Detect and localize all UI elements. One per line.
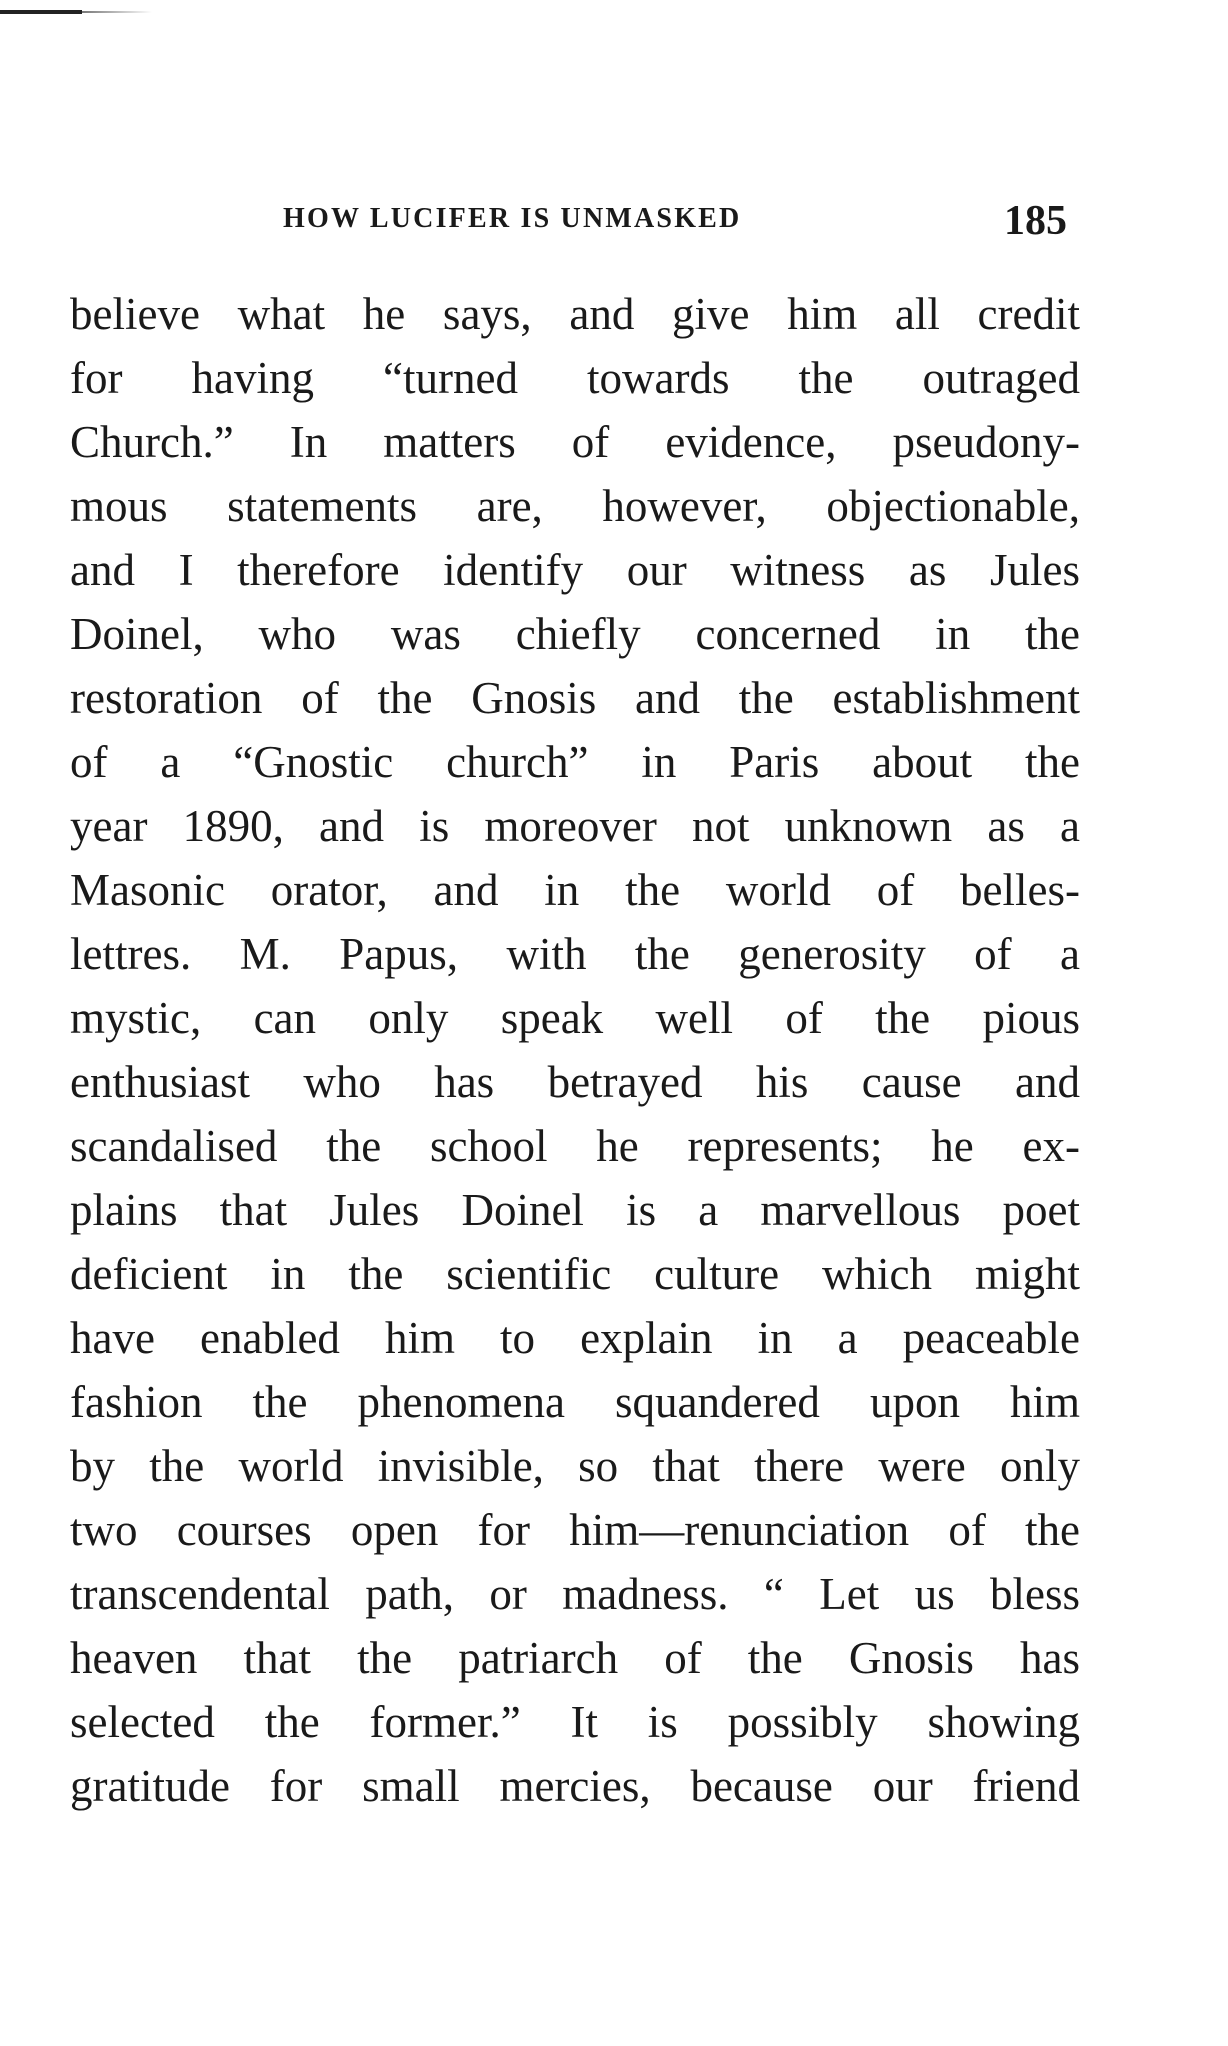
text-line: selected the former.” It is possibly showing <box>70 1697 1080 1747</box>
text-line: heaven that the patriarch of the Gnosis has <box>70 1633 1080 1683</box>
text-line: Church.” In matters of evidence, pseudony- <box>70 417 1080 467</box>
text-line: have enabled him to explain in a peaceable <box>70 1313 1080 1363</box>
text-line: for having “turned towards the outraged <box>70 353 1080 403</box>
text-line: plains that Jules Doinel is a marvellous poet <box>70 1185 1080 1235</box>
text-line: enthusiast who has betrayed his cause and <box>70 1057 1080 1107</box>
text-line: fashion the phenomena squandered upon him <box>70 1377 1080 1427</box>
text-line: of a “Gnostic church” in Paris about the <box>70 737 1080 787</box>
text-line: and I therefore identify our witness as Jules <box>70 545 1080 595</box>
text-line: Doinel, who was chiefly concerned in the <box>70 609 1080 659</box>
text-line: lettres. M. Papus, with the generosity of a <box>70 929 1080 979</box>
text-line: deficient in the scientific culture which might <box>70 1249 1080 1299</box>
body-text <box>70 282 1080 1818</box>
page-header <box>0 197 1228 247</box>
text-line: Masonic orator, and in the world of belles- <box>70 865 1080 915</box>
text-line: year 1890, and is moreover not unknown as a <box>70 801 1080 851</box>
page-number: 185 <box>1004 198 1067 244</box>
text-line: restoration of the Gnosis and the establishment <box>70 673 1080 723</box>
text-line: scandalised the school he represents; he ex- <box>70 1121 1080 1171</box>
text-line: by the world invisible, so that there were only <box>70 1441 1080 1491</box>
text-line: mystic, can only speak well of the pious <box>70 993 1080 1043</box>
text-line: believe what he says, and give him all credit <box>70 289 1080 339</box>
running-title: HOW LUCIFER IS UNMASKED <box>283 203 742 234</box>
text-line: mous statements are, however, objectionable, <box>70 481 1080 531</box>
scan-edge-mark <box>0 10 82 14</box>
text-line: transcendental path, or madness. “ Let us bless <box>70 1569 1080 1619</box>
scan-edge-mark-fade <box>82 11 152 13</box>
text-line: two courses open for him—renunciation of the <box>70 1505 1080 1555</box>
text-line: gratitude for small mercies, because our friend <box>70 1761 1080 1811</box>
